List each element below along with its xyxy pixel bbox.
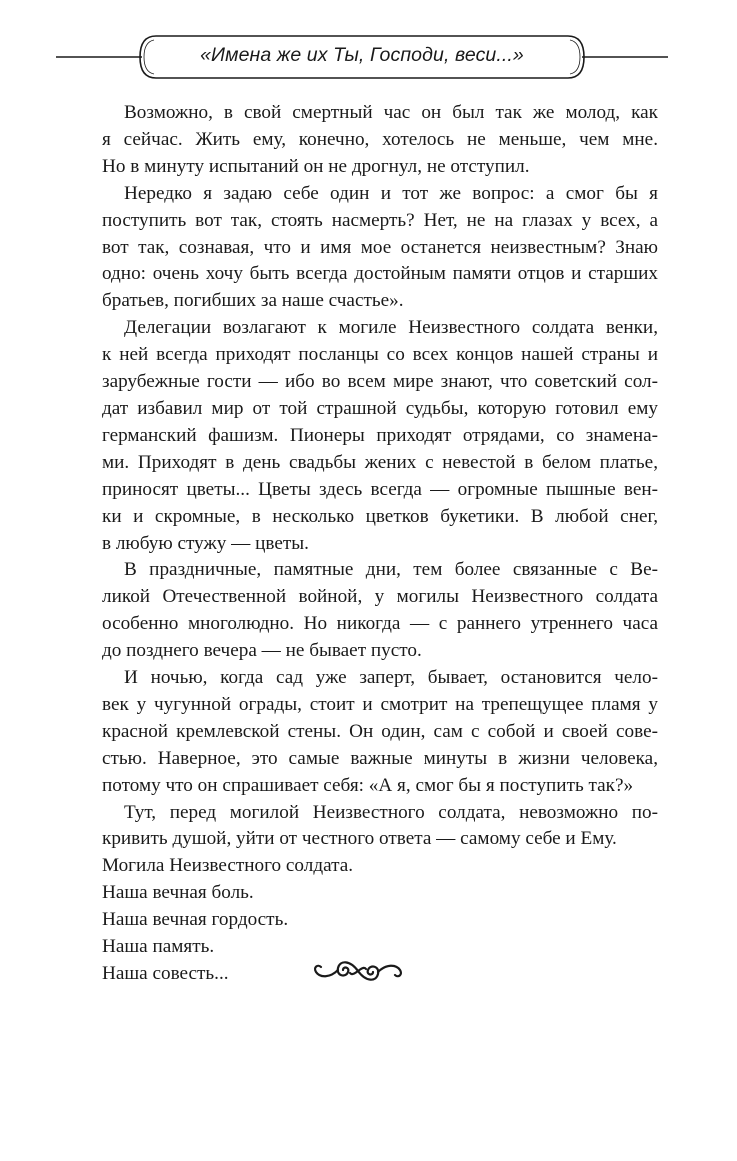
paragraph-5 (102, 665, 658, 800)
text-line: Тут, перед могилой Неизвестного солдата, невозможно по- (124, 801, 658, 823)
text-line: век у чугунной ограды, стоит и смотрит на трепещущее пламя у (102, 693, 658, 715)
text-line: красной кремлевской стены. Он один, сам с собой и своей сове- (102, 720, 658, 742)
text-line: Нередко я задаю себе один и тот же вопрос: а смог бы я (124, 182, 658, 204)
text-line: приносят цветы... Цветы здесь всегда — огромные пышные вен- (102, 478, 658, 500)
closing-line: Наша совесть... (102, 963, 229, 984)
ornament-flourish-icon (310, 956, 406, 986)
text-line: ки и скромные, в несколько цветков букетики. В любой снег, (102, 505, 658, 527)
closing-line: Наша вечная боль. (102, 882, 254, 904)
paragraph-1 (102, 100, 658, 181)
text-line: потому что он спрашивает себя: «А я, смог бы я поступить так?» (102, 774, 634, 796)
closing-line: Наша вечная гордость. (102, 909, 289, 931)
text-line: кривить душой, уйти от честного ответа — самому себе и Ему. (102, 828, 617, 850)
paragraph-6 (102, 800, 658, 854)
text-line: И ночью, когда сад уже заперт, бывает, остановится чело- (124, 667, 658, 689)
paragraph-3 (102, 315, 658, 557)
text-line: Но в минуту испытаний он не дрогнул, не отступил. (102, 155, 530, 177)
text-line: особенно многолюдно. Но никогда — с раннего утреннего часа (102, 613, 658, 635)
text-line: братьев, погибших за наше счастье». (102, 290, 404, 312)
text-line: Возможно, в свой смертный час он был так же молод, как (124, 102, 658, 123)
text-line: до позднего вечера — не бывает пусто. (102, 640, 422, 662)
text-line: ми. Приходят в день свадьбы жених с невестой в белом платье, (102, 451, 658, 473)
text-line: ликой Отечественной войной, у могилы Неизвестного солдата (102, 586, 658, 608)
text-line: германский фашизм. Пионеры приходят отрядами, со знамена- (102, 424, 658, 446)
text-line: вот так, сознавая, что и имя мое останется неизвестным? Знаю (102, 236, 658, 258)
running-title: «Имена же их Ты, Господи, веси...» (200, 44, 524, 66)
closing-line: Наша память. (102, 936, 215, 958)
text-line: одно: очень хочу быть всегда достойным памяти отцов и старших (102, 263, 658, 285)
text-line: Делегации возлагают к могиле Неизвестного солдата венки, (124, 317, 658, 339)
text-line: я сейчас. Жить ему, конечно, хотелось не меньше, чем мне. (102, 128, 658, 150)
text-line: стью. Наверное, это самые важные минуты в жизни человека, (102, 747, 658, 769)
paragraph-2 (102, 181, 658, 316)
text-line: В праздничные, памятные дни, тем более связанные с Ве- (124, 559, 658, 581)
text-line: зарубежные гости — ибо во всем мире знают, что советский сол- (102, 371, 658, 393)
text-line: поступить вот так, стоять насмерть? Нет, не на глазах у всех, а (102, 209, 658, 231)
running-header (56, 32, 668, 82)
text-line: к ней всегда приходят посланцы со всех концов нашей страны и (102, 344, 658, 366)
text-body (102, 100, 658, 988)
text-line: в любую стужу — цветы. (102, 532, 309, 554)
paragraph-4 (102, 557, 658, 665)
text-line: дат избавил мир от той страшной судьбы, которую готовил ему (102, 397, 658, 419)
closing-line: Могила Неизвестного солдата. (102, 855, 354, 877)
